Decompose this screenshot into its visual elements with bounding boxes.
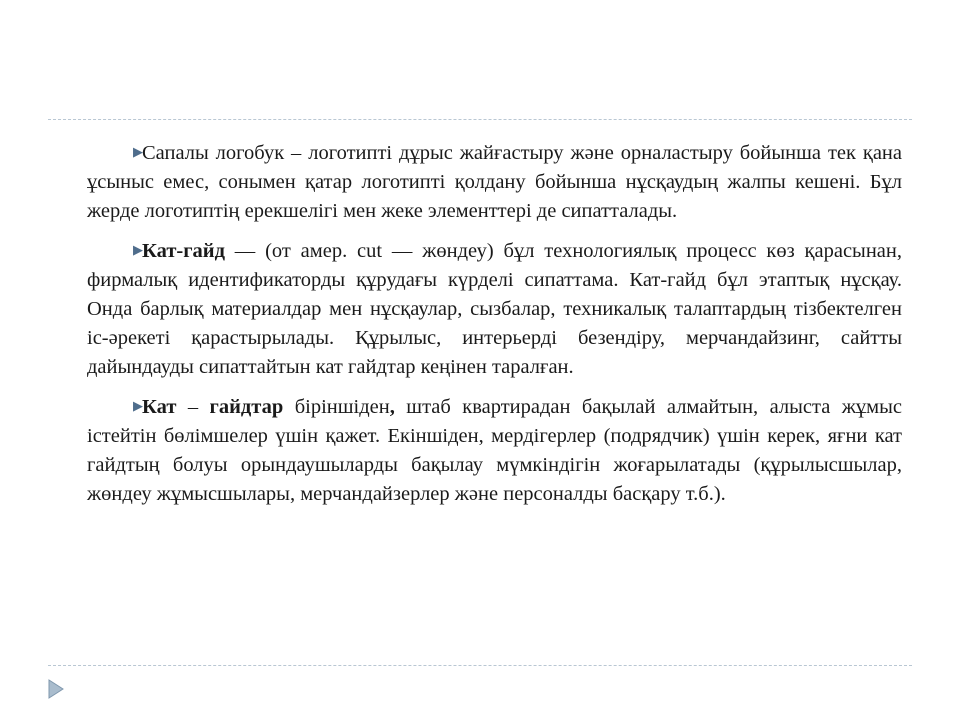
top-divider [48, 119, 912, 120]
term-cut: Кат [142, 396, 177, 418]
bold-comma: , [389, 396, 395, 418]
paragraph-cut-guide: ▶Кат-гайд — (от амер. cut — жөндеу) бұл технологиялық процесс көз қарасынан, фирмалық идентификаторды құрудағы күрделі сипаттама. Кат-гайд бұл этаптық нұсқау. Онда барлық материалдар мен нұсқаулар, сызбалар, техникалық талаптардың тізбектелген іс-әрекеті қарастырылады. Құрылыс, интерьерді безендіру, мерчандайзинг, сайтты дайындауды сипаттайтын кат гайдтар кеңінен таралған. [87, 235, 902, 382]
term-guides: гайдтар [209, 396, 284, 418]
triangle-bullet-icon: ▶ [133, 144, 143, 159]
slide-body [87, 137, 902, 518]
triangle-bullet-icon: ▶ [133, 398, 143, 413]
term-cut-guide: Кат-гайд [142, 240, 225, 262]
triangle-bullet-icon: ▶ [133, 242, 143, 257]
next-slide-arrow-icon[interactable] [47, 678, 65, 700]
paragraph-cut-guides-purpose: ▶Кат – гайдтар біріншіден, штаб квартирадан бақылай алмайтын, алыста жұмыс істейтін бөлімшелер үшін қажет. Екіншіден, мердігерлер (подрядчик) үшін керек, яғни кат гайдтың болуы орындаушыларды бақылау мүмкіндігін жоғарылатады (құрылысшылар, жөндеу жұмысшылары, мерчандайзерлер және персоналды басқару т.б.). [87, 391, 902, 509]
paragraph-logobook: ▶Сапалы логобук – логотипті дұрыс жайғастыру және орналастыру бойынша тек қана ұсыныс емес, сонымен қатар логотипті қолдану бойынша нұсқаудың жалпы кешені. Бұл жерде логотиптің ерекшелігі мен жеке элементтері де сипатталады. [87, 137, 902, 226]
bottom-divider [48, 665, 912, 666]
